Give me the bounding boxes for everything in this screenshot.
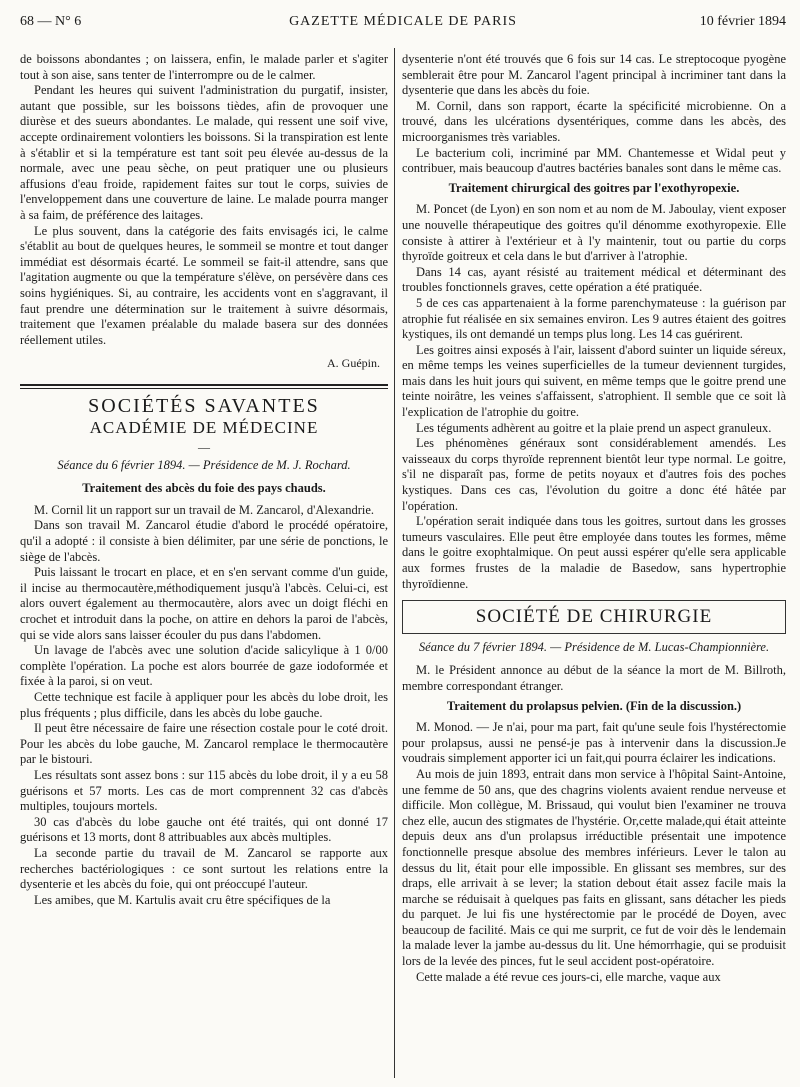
paragraph: Le bacterium coli, incriminé par MM. Chantemesse et Widal peut y contribuer, mais beaucoup d'autres bactéries banales sont dans le même cas. [402, 145, 786, 176]
paragraph: Au mois de juin 1893, entrait dans mon service à l'hôpital Saint-Antoine, une femme de 50 ans, que des chagrins violents avaient rendue nerveuse et difficile. Mon collègue, M. Brissaud, qui voulut bien l'examiner ne trouva chez elle, aucun des stigmates de l'hystérie. Or,cette malade,qui était atteinte depuis deux ans d'un prolapsus irréductible présentait une impotence fonctionnelle presque absolue des membres inférieurs. Lever le talon au dessus du lit, était pour elle impossible. En glissant ses membres, sur des draps, elle arrivait à se lever; la station debout était assez facile mais la marche se réduisait à quelques pas faits en glissant, sans détacher les pieds du parquet. Je lui fis une hystérectomie par le procédé de Doyen, avec beaucoup de facilité. Mais ce qui me surprit, ce fut de voir dès le lendemain la malade lever la jambe au-dessus du lit. Une hémorrhagie, qui se produisit lors de la levée des pinces, fut le seul accident post-opératoire. [402, 766, 786, 969]
page-header [20, 14, 786, 36]
section-rule [20, 384, 388, 389]
paragraph: Un lavage de l'abcès avec une solution d'acide salicylique à 1 0/00 complète l'opération. La poche est alors bourrée de gaze iodoformée et fixée à la paroi, si on veut. [20, 643, 388, 689]
paragraph: Cette malade a été revue ces jours-ci, elle marche, vaque aux [416, 969, 721, 984]
journal-title: GAZETTE MÉDICALE DE PARIS [289, 14, 517, 29]
academy-title: ACADÉMIE DE MÉDECINE [89, 418, 319, 438]
paragraph: Dans son travail M. Zancarol étudie d'abord le procédé opératoire, qu'il a adopté : il consiste à bien délimiter, par une série de ponctions, le siège de l'abcès. [20, 518, 388, 564]
paragraph: La seconde partie du travail de M. Zancarol se rapporte aux recherches bactériologiques : ce sont surtout les relations entre la dysenterie et les abcès du foie, qui ont préoccupé l'auteur. [20, 845, 388, 892]
paragraph: M. Poncet (de Lyon) en son nom et au nom de M. Jaboulay, vient exposer une nouvelle thérapeutique des goitres qu'il dénomme exothyropexie. Elle consiste à attirer à l'extérieur et à l'y maintenir, tout ou partie du corps thyroïde goitreux et cela dans le but d'arriver à l'atrophie. [402, 202, 786, 264]
paragraph: Les résultats sont assez bons : sur 115 abcès du lobe droit, il y a eu 58 guérisons et 57 morts. Les cas de mort comprennent 32 cas d'abcès multiples, toujours mortels. [20, 767, 388, 814]
article-title: Traitement des abcès du foie des pays chauds. [82, 481, 326, 496]
right-column [402, 52, 786, 985]
paragraph: Pendant les heures qui suivent l'administration du purgatif, insister, autant que possible, sur les boissons tièdes, afin de provoquer une diurèse et des sueurs abondantes. Le malade, qui ressent une soif vive, accepte ordinairement volontiers les boissons. Si la transpiration est lente à s'établir et si la température est tant soit peu élevée au-dessus de la normale, avec une peau sèche, on peut pratiquer une ou plusieurs affusions d'eau froide, rapidement faites sur tout le corps, suivies de l'enveloppement dans une couverture de laine. Le malade pourra manger à sa faim, de préférence des laitages. [20, 83, 388, 222]
society-title-box: SOCIÉTÉ DE CHIRURGIE [402, 600, 786, 634]
paragraph: M. Cornil, dans son rapport, écarte la spécificité microbienne. On a trouvé, dans les ulcérations dysentériques, comme dans les abcès, des microorganismes très variables. [402, 98, 786, 144]
session-line: Séance du 7 février 1894. — Présidence de M. Lucas-Championnière. [418, 639, 770, 654]
article-title: Traitement du prolapsus pelvien. (Fin de la discussion.) [446, 698, 742, 713]
paragraph: M. Monod. — Je n'ai, pour ma part, fait qu'une seule fois l'hystérectomie pour prolapsus, aussi ne pensé-je pas à intervenir dans la discussion.Je voudrais simplement apporter ici un fait,qui pourra éclairer les indications. [402, 720, 786, 766]
paragraph: dysenterie n'ont été trouvés que 6 fois sur 14 cas. Le streptocoque pyogène semblerait être pour M. Zancarol l'agent principal à incriminer tant dans la dysenterie que dans les abcès du foie. [402, 52, 786, 98]
separator-dash: — [198, 440, 210, 455]
left-column [20, 52, 388, 908]
author-signature: A. Guépin. [327, 356, 380, 371]
paragraph: Les téguments adhèrent au goitre et la plaie prend un aspect granuleux. [416, 420, 772, 435]
paragraph: Puis laissant le trocart en place, et en s'en servant comme d'un guide, il incise au thermocautère,méthodiquement jusqu'à l'abcès. Celui-ci, est alors ouvert également au thermocautère, alors avec un doigt fléchi en crochet et introduit dans la poche, on attire en dehors la paroi de l'abcès, qui se vide alors sans laisser écouler du pus dans l'abdomen. [20, 565, 388, 642]
paragraph: de boissons abondantes ; on laissera, enfin, le malade parler et s'agiter tout à son aise, sans tenter de l'interrompre ou de le calmer. [20, 52, 388, 82]
section-title: SOCIÉTÉS SAVANTES [88, 394, 320, 417]
paragraph: M. le Président annonce au début de la séance la mort de M. Billroth, membre correspondant étranger. [402, 663, 786, 693]
paragraph: 30 cas d'abcès du lobe gauche ont été traités, qui ont donné 17 guérisons et 13 morts, dont 8 attribuables aux abcès multiples. [20, 814, 388, 845]
paragraph: Le plus souvent, dans la catégorie des faits envisagés ici, le calme s'établit au bout de quelques heures, le sommeil se montre et tout danger immédiat est désormais écarté. Le sommeil se fait-il attendre, sans que l'agitation augmente ou que la température s'élève, on persévère dans ces soins hygiéniques. Si, au contraire, les accidents vont en s'aggravant, il faut prendre une détermination sur le traitement à suivre désormais, traitement que l'examen préalable du malade basera sur des données réellement utiles. [20, 223, 388, 347]
paragraph: L'opération serait indiquée dans tous les goitres, surtout dans les grosses tumeurs vasculaires. Elle peut être employée dans toutes les formes, même dans le goitre exophtalmique. On peut aussi espérer qu'elle sera applicable aux formes frustes de la maladie de Basedow, sans hypertrophie thyroïdienne. [402, 514, 786, 591]
session-line: Séance du 6 février 1894. — Présidence de M. J. Rochard. [57, 457, 351, 472]
article-title: Traitement chirurgical des goitres par l'exothyropexie. [448, 180, 740, 195]
paragraph: 5 de ces cas appartenaient à la forme parenchymateuse : la guérison par atrophie fut réalisée en six semaines environ. Les 9 autres étaient des goitres kystiques, ils ont demandé un temps plus long. Les 14 cas guérirent. [402, 295, 786, 342]
issue-date: 10 février 1894 [699, 14, 786, 29]
paragraph: Les goitres ainsi exposés à l'air, laissent d'abord suinter un liquide séreux, en même temps les veines superficielles de la tumeur deviennent turgides, mais dans les huit jours qui suivent, en même temps que le goitre prend une teinte noirâtre, les veines s'affaissent, s'atrophient. Il semble que ce soit là l'explication de l'atrophie du goitre. [402, 342, 786, 420]
paragraph: Il peut être nécessaire de faire une résection costale pour le coté droit. Pour les abcès du lobe gauche, M. Zancarol remplace le thermocautère par le bistouri. [20, 721, 388, 767]
paragraph: Les amibes, que M. Kartulis avait cru être spécifiques de la [34, 892, 331, 907]
paragraph: M. Cornil lit un rapport sur un travail de M. Zancarol, d'Alexandrie. [34, 502, 375, 517]
column-divider [394, 48, 395, 1078]
paragraph: Dans 14 cas, ayant résisté au traitement médical et déterminant des troubles fonctionnels graves, cette opération a été pratiquée. [402, 264, 786, 295]
paragraph: Les phénomènes généraux sont considérablement amendés. Les vaisseaux du corps thyroïde reprennent bientôt leur type normal. Le goitre, s'il ne disparaît pas, forme de petits noyaux et d'autres fois des poches kystiques. Dans ces cas, l'évolution du goitre a donc été hâtée par l'opération. [402, 436, 786, 513]
page-number: 68 — N° 6 [20, 14, 82, 29]
paragraph: Cette technique est facile à appliquer pour les abcès du lobe droit, les plus fréquents ; plus difficile, dans les abcès du lobe gauche. [20, 689, 388, 720]
